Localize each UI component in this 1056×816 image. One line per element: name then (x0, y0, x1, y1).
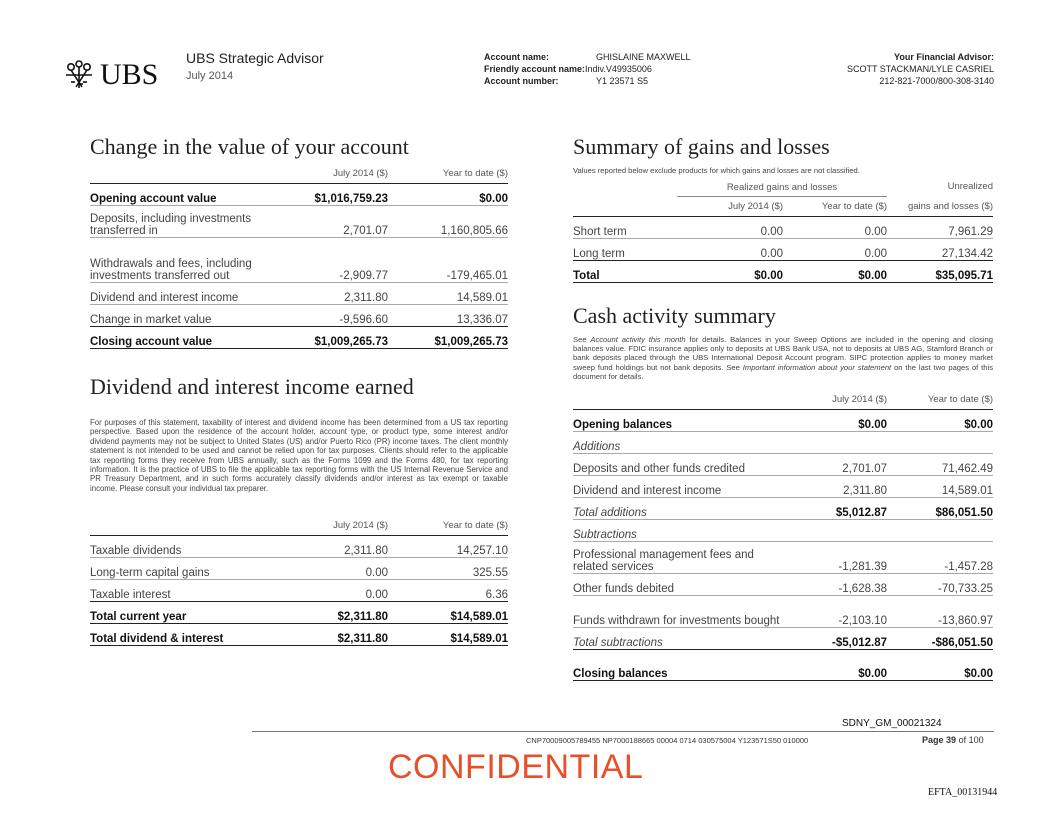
table-row: Opening balances $0.00 $0.00 (573, 410, 993, 432)
advisor-phone: 212-821-7000/800-308-3140 (879, 76, 994, 86)
advisor-label: Your Financial Advisor: (893, 52, 994, 62)
table-row: Other funds debited -1,628.38 -70,733.25 (573, 574, 993, 596)
change-value-table (90, 168, 508, 349)
bates-number: SDNY_GM_00021324 (842, 718, 942, 729)
gains-title: Summary of gains and losses (573, 134, 830, 159)
footer-divider (252, 731, 994, 732)
dividend-title: Dividend and interest income earned (90, 374, 414, 399)
section-label-row: Additions (573, 432, 993, 454)
table-row: Taxable dividends 2,311.80 14,257.10 (90, 536, 508, 558)
account-number-label: Account number: (484, 76, 559, 86)
table-row: Funds withdrawn for investments bought -2,103.10 -13,860.97 (573, 596, 993, 628)
dividend-table (90, 520, 508, 646)
dividend-disclaimer: For purposes of this statement, taxability of interest and dividend income has been determined from a US tax reporting perspective. Based upon the residence of the account holder, account type, or product type, some interest and/or dividend payments may not be subject to United States (US) and/or Puerto Rico (PR) income taxes. The client monthly statement is not intended to be used and cannot be relied upon for tax purposes. Clients should refer to the applicable tax reporting forms they receive from UBS annually, such as the Forms 1099 and the Forms 480, for tax reporting information. It is the practice of UBS to file the applicable tax reporting forms with the US Internal Revenue Service and PR Treasury Department, and in such forms accurately classify dividends and/or interest as tax exempt or taxable income. Please consult your individual tax preparer. (90, 418, 508, 493)
statement-brand (186, 50, 324, 82)
realized-group-header: Realized gains and losses (677, 181, 887, 196)
account-info (484, 51, 691, 87)
table-row: Dividend and interest income 2,311.80 14,589.01 (573, 476, 993, 498)
table-row: Total subtractions -$5,012.87 -$86,051.50 (573, 628, 993, 650)
account-name: GHISLAINE MAXWELL (596, 52, 691, 62)
table-row: Total current year $2,311.80 $14,589.01 (90, 602, 508, 624)
col-header: July 2014 ($) (832, 394, 887, 405)
table-row: Opening account value $1,016,759.23 $0.00 (90, 184, 508, 206)
statement-period: July 2014 (186, 70, 234, 82)
change-value-title: Change in the value of your account (90, 134, 409, 159)
col-header: Year to date ($) (442, 168, 508, 179)
table-row: Professional management fees and related services -1,281.39 -1,457.28 (573, 542, 993, 574)
gains-table (573, 181, 993, 283)
ubs-logo (62, 58, 158, 92)
table-row: Change in market value -9,596.60 13,336.07 (90, 305, 508, 327)
table-row: Long-term capital gains 0.00 325.55 (90, 558, 508, 580)
unrealized-header: Unrealized (947, 181, 993, 192)
col-header: gains and losses ($) (907, 200, 993, 212)
table-row: Long term 0.00 0.00 27,134.42 (573, 238, 993, 260)
confidential-stamp: CONFIDENTIAL (388, 748, 644, 786)
logo-wordmark: UBS (100, 58, 159, 91)
account-number: Y1 23571 S5 (596, 76, 649, 86)
table-row: Total $0.00 $0.00 $35,095.71 (573, 260, 993, 282)
efta-number: EFTA_00131944 (928, 787, 998, 798)
cash-disclaimer: See Account activity this month for details. Balances in your Sweep Options are included in the opening and closing balances value. FDIC insurance applies only to deposits at UBS Bank USA, not to deposits at UBS AG, Stamford Branch or bank deposits placed through the UBS International Deposit Account program. SIPC protection applies to money market sweep fund holdings but not bank deposits. See Important information about your statement on the last two pages of this document for details. (573, 335, 994, 381)
col-header: July 2014 ($) (728, 200, 783, 212)
table-row: Closing balances $0.00 $0.00 (573, 650, 993, 681)
table-row: Dividend and interest income 2,311.80 14,589.01 (90, 283, 508, 305)
gains-note: Values reported below exclude products for which gains and losses are not classified. (573, 166, 860, 175)
col-header: Year to date ($) (927, 394, 993, 405)
advisor-info (847, 51, 994, 87)
document-code: CNP70009005789455 NP7000188665 00004 0714 030575004 Y123571S50 010000 (526, 736, 809, 745)
cash-title: Cash activity summary (573, 303, 776, 328)
table-row: Taxable interest 0.00 6.36 (90, 580, 508, 602)
table-row: Withdrawals and fees, including investments transferred out -2,909.77 -179,465.01 (90, 238, 508, 283)
col-header: Year to date ($) (442, 520, 508, 531)
col-header: Year to date ($) (821, 200, 887, 212)
table-row: Deposits and other funds credited 2,701.07 71,462.49 (573, 454, 993, 476)
col-header: July 2014 ($) (333, 168, 388, 179)
friendly-name: Indiv.V49935006 (585, 64, 652, 74)
table-row: Closing account value $1,009,265.73 $1,009,265.73 (90, 327, 508, 349)
col-header: July 2014 ($) (333, 520, 388, 531)
table-row: Deposits, including investments transferred in 2,701.07 1,160,805.66 (90, 206, 508, 238)
ubs-keys-icon (62, 60, 96, 90)
table-row: Total additions $5,012.87 $86,051.50 (573, 498, 993, 520)
friendly-name-label: Friendly account name: (484, 64, 586, 74)
section-label-row: Subtractions (573, 520, 993, 542)
advisor-name: SCOTT STACKMAN/LYLE CASRIEL (846, 64, 994, 74)
table-row: Short term 0.00 0.00 7,961.29 (573, 216, 993, 238)
page-indicator: Page 39 of 100 (922, 735, 984, 745)
account-name-label: Account name: (484, 52, 550, 62)
cash-table (573, 394, 993, 681)
table-row: Total dividend & interest $2,311.80 $14,589.01 (90, 624, 508, 646)
product-name: UBS Strategic Advisor (186, 50, 324, 66)
